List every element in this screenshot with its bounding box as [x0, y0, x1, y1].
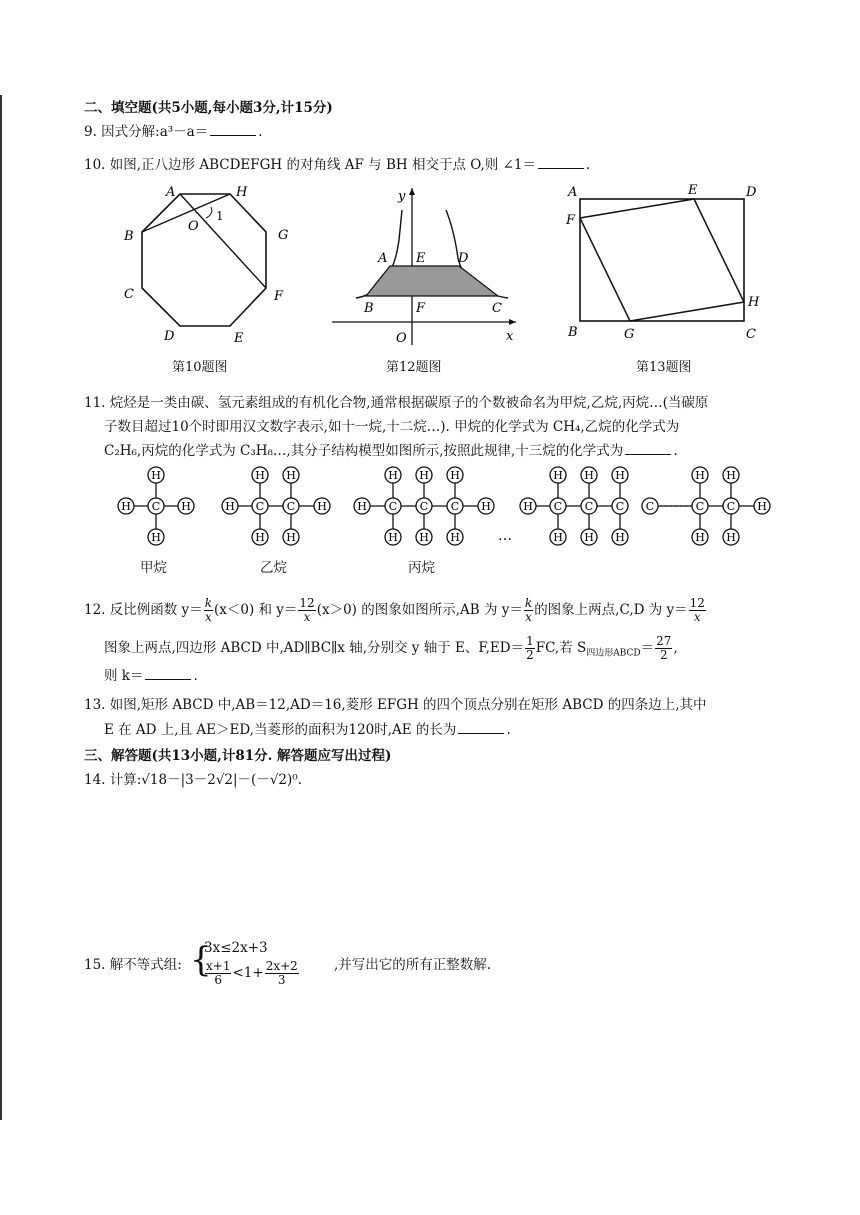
svg-text:C: C: [450, 500, 460, 513]
q12-line2-text-c: ＝: [640, 640, 655, 656]
hydrogen-atom: [692, 467, 708, 483]
hydrogen-atom: [283, 529, 299, 545]
figure-10-octagon: [118, 180, 308, 350]
hydrogen-atom: [478, 498, 494, 514]
fraction-x1-over-6: [205, 960, 231, 987]
figure-12-hyperbola: [326, 180, 526, 350]
q11-line-3-text: C₂H₆,丙烷的化学式为 C₃H₈…,其分子结构模型如图所示,按照此规律,十三烷的化学式为: [104, 443, 624, 459]
fraction-2x2-over-3: [265, 960, 299, 987]
q13-line-1: 13. 如图,矩形 ABCD 中,AB＝12,AD＝16,菱形 EFGH 的四个顶点分别在矩形 ABCD 的四条边上,其中: [84, 697, 707, 713]
carbon-atom: [385, 498, 401, 514]
svg-text:H: H: [181, 500, 191, 513]
frac-num: 2x+2: [265, 959, 298, 973]
carbon-atom: [550, 498, 566, 514]
hydrogen-atom: [550, 529, 566, 545]
svg-text:H: H: [317, 500, 327, 513]
frac-num: 12: [299, 596, 315, 610]
frac-num: x+1: [206, 959, 231, 973]
label-ethane: 乙烷: [260, 560, 287, 576]
hydrogen-atom: [723, 467, 739, 483]
frac-num: 27: [656, 634, 672, 648]
hydrogen-atom: [148, 529, 164, 545]
q13-line2-text: E 在 AD 上,且 AE＞ED,当菱形的面积为120时,AE 的长为: [104, 722, 457, 738]
hydrogen-atom: [754, 498, 770, 514]
q11-answer-blank[interactable]: [625, 441, 671, 455]
svg-text:H: H: [225, 500, 235, 513]
svg-text:H: H: [726, 469, 736, 482]
hydrogen-atom: [581, 529, 597, 545]
frac-num: 1: [526, 634, 534, 648]
svg-text:H: H: [553, 469, 563, 482]
carbon-atom: [148, 498, 164, 514]
svg-text:H: H: [615, 531, 625, 544]
svg-text:C: C: [151, 500, 161, 513]
fig12-label-F: F: [416, 301, 426, 316]
fig10-label-H: H: [236, 185, 248, 200]
page-border-line: [0, 95, 2, 1120]
question-14: 14. 计算:√18－|3－2√2|－(－√2)⁰.: [84, 772, 302, 788]
carbon-atom: [642, 498, 658, 514]
svg-text:C: C: [584, 500, 594, 513]
hydrogen-atom: [416, 467, 432, 483]
caption-figure-12: 第12题图: [386, 360, 442, 375]
question-10: 10. 如图,正八边形 ABCDEFGH 的对角线 AF 与 BH 相交于点 O,则 ∠1＝ .: [84, 157, 591, 173]
q15-post-text: ,并写出它的所有正整数解.: [334, 957, 492, 973]
svg-text:C: C: [645, 500, 655, 513]
fig10-label-D: D: [164, 329, 175, 344]
frac-num: 12: [689, 596, 705, 610]
question-15-label: 15. 解不等式组:: [84, 957, 182, 973]
fig13-label-C: C: [746, 327, 756, 342]
hydrogen-atom: [723, 529, 739, 545]
q12-line2-text-a: 图象上两点,四边形 ABCD 中,AD∥BC∥x 轴,分别交 y 轴于 E、F,ED＝: [104, 640, 525, 656]
carbon-atom: [692, 498, 708, 514]
svg-text:C: C: [726, 500, 736, 513]
q12-text-c: (x＞0) 的图象如图所示,AB 为 y＝: [316, 602, 523, 618]
hydrogen-atom: [447, 529, 463, 545]
caption-figure-13: 第13题图: [636, 360, 692, 375]
svg-text:H: H: [255, 531, 265, 544]
molecule-models: [0, 460, 860, 555]
q12-subscript: 四边形ABCD: [586, 648, 641, 659]
hydrogen-atom: [447, 467, 463, 483]
svg-text:C: C: [255, 500, 265, 513]
hydrogen-atom: [252, 529, 268, 545]
fig12-label-x: x: [506, 329, 514, 344]
fig10-label-O: O: [188, 219, 199, 234]
hydrogen-atom: [692, 529, 708, 545]
q9-answer-blank[interactable]: [210, 122, 256, 136]
frac-den: 6: [214, 973, 223, 987]
fraction-1-over-2: [525, 635, 535, 662]
question-13-line-2: E 在 AD 上,且 AE＞ED,当菱形的面积为120时,AE 的长为 .: [104, 722, 511, 738]
fig12-label-D: D: [458, 251, 469, 266]
svg-text:H: H: [695, 469, 705, 482]
svg-text:H: H: [151, 531, 161, 544]
svg-text:C: C: [553, 500, 563, 513]
svg-text:C: C: [286, 500, 296, 513]
frac-den: x: [303, 610, 311, 624]
fig12-label-B: B: [364, 301, 374, 316]
q12-line3-text: 则 k＝: [104, 668, 144, 684]
svg-text:H: H: [523, 500, 533, 513]
fig10-label-1: 1: [216, 209, 224, 223]
carbon-atom: [612, 498, 628, 514]
question-12-line-2: 图象上两点,四边形 ABCD 中,AD∥BC∥x 轴,分别交 y 轴于 E、F,ED＝ $\frac{1}{2}$ FC,若 $S_{四边形ABCD}=$ $\frac{27}{2}$ ,: [104, 634, 678, 662]
frac-den: x: [525, 610, 532, 624]
q12-text-d: 的图象上两点,C,D 为 y＝: [534, 602, 688, 618]
fig10-label-G: G: [278, 228, 289, 243]
fig13-label-A: A: [568, 185, 578, 200]
fig12-label-O: O: [396, 331, 407, 346]
fig12-label-A: A: [378, 251, 388, 266]
hydrogen-atom: [178, 498, 194, 514]
q12-line2-text-b: FC,若 S: [535, 640, 587, 656]
question-12-line-3: 则 k＝ .: [104, 668, 198, 684]
fig12-label-E: E: [416, 251, 426, 266]
carbon-atom: [723, 498, 739, 514]
svg-text:H: H: [450, 531, 460, 544]
q15-inequality-2: [204, 960, 300, 987]
hydrogen-atom: [148, 467, 164, 483]
svg-text:H: H: [726, 531, 736, 544]
label-propane: 丙烷: [408, 560, 435, 576]
label-methane: 甲烷: [140, 560, 167, 576]
figure-13-rectangle-rhombus: [562, 180, 772, 350]
fig10-label-C: C: [124, 287, 134, 302]
fig10-label-B: B: [124, 229, 134, 244]
hydrogen-atom: [581, 467, 597, 483]
carbon-atom: [447, 498, 463, 514]
hydrogen-atom: [385, 529, 401, 545]
svg-text:H: H: [450, 469, 460, 482]
frac-den: 2: [659, 648, 668, 662]
svg-text:H: H: [357, 500, 367, 513]
svg-text:H: H: [151, 469, 161, 482]
svg-text:H: H: [419, 531, 429, 544]
fig13-label-B: B: [568, 325, 578, 340]
svg-text:C: C: [695, 500, 705, 513]
carbon-atom: [283, 498, 299, 514]
q12-text-a: 12. 反比例函数 y＝: [84, 602, 203, 618]
svg-text:C: C: [388, 500, 398, 513]
frac-den: 3: [277, 973, 286, 987]
fraction-27-over-2: [655, 635, 672, 662]
q10-answer-blank[interactable]: [538, 155, 584, 169]
q10-text: 10. 如图,正八边形 ABCDEFGH 的对角线 AF 与 BH 相交于点 O,则 ∠1＝: [84, 157, 537, 173]
carbon-atom: [416, 498, 432, 514]
hydrogen-atom: [612, 467, 628, 483]
fig13-label-D: D: [746, 185, 757, 200]
q15-mid: <1+: [232, 965, 264, 981]
fig10-label-F: F: [274, 289, 284, 304]
fig13-label-H: H: [748, 295, 760, 310]
hydrogen-atom: [612, 529, 628, 545]
q9-text: 9. 因式分解:a³－a＝: [84, 124, 209, 140]
q12-answer-blank[interactable]: [145, 666, 191, 680]
hydrogen-atom: [520, 498, 536, 514]
hydrogen-atom: [550, 467, 566, 483]
frac-den: x: [693, 610, 701, 624]
svg-text:H: H: [121, 500, 131, 513]
svg-text:H: H: [388, 469, 398, 482]
hydrogen-atom: [385, 467, 401, 483]
fraction-k-over-x: [204, 597, 213, 624]
hydrogen-atom: [416, 529, 432, 545]
hydrogen-atom: [314, 498, 330, 514]
hydrogen-atom: [252, 467, 268, 483]
frac-num: k: [204, 596, 212, 610]
hydrogen-atom: [118, 498, 134, 514]
q15-inequality-1: 3x≤2x+3: [204, 940, 268, 956]
fraction-12-over-x-2: [689, 597, 706, 624]
question-9: 9. 因式分解:a³－a＝ .: [84, 124, 263, 140]
ellipsis: …: [498, 528, 512, 544]
hydrogen-atom: [222, 498, 238, 514]
q11-line-2: 子数目超过10个时即用汉文数字表示,如十一烷,十二烷…). 甲烷的化学式为 CH₄,乙烷的化学式为: [104, 419, 680, 435]
fig12-label-C: C: [492, 301, 502, 316]
svg-text:H: H: [481, 500, 491, 513]
svg-text:H: H: [615, 469, 625, 482]
frac-num: k: [524, 596, 533, 610]
q12-text-b: (x＜0) 和 y＝: [213, 602, 298, 618]
svg-text:H: H: [286, 531, 296, 544]
q11-line-1: 11. 烷烃是一类由碳、氢元素组成的有机化合物,通常根据碳原子的个数被命名为甲烷,乙烷,丙烷…(当碳原: [84, 395, 709, 411]
section-2-heading: 二、填空题(共5小题,每小题3分,计15分): [84, 100, 333, 116]
fig13-label-G: G: [624, 327, 635, 342]
hydrogen-atom: [283, 467, 299, 483]
svg-text:H: H: [419, 469, 429, 482]
question-11-line-3: C₂H₆,丙烷的化学式为 C₃H₈…,其分子结构模型如图所示,按照此规律,十三烷的化学式为 .: [104, 443, 678, 459]
brace-icon: {: [190, 940, 212, 980]
fig13-label-F: F: [566, 213, 576, 228]
fig10-label-A: A: [166, 185, 176, 200]
svg-text:H: H: [584, 531, 594, 544]
carbon-atom: [252, 498, 268, 514]
svg-text:H: H: [286, 469, 296, 482]
fraction-12-over-x: [298, 597, 315, 624]
frac-den: 2: [526, 648, 534, 662]
frac-den: x: [204, 610, 212, 624]
fraction-k-over-x-2: [524, 597, 533, 624]
fig12-label-y: y: [398, 189, 406, 204]
fig10-label-E: E: [234, 331, 244, 346]
svg-text:H: H: [553, 531, 563, 544]
section-3-heading: 三、解答题(共13小题,计81分. 解答题应写出过程): [84, 748, 392, 764]
svg-text:H: H: [388, 531, 398, 544]
fig13-label-E: E: [688, 183, 698, 198]
svg-text:C: C: [419, 500, 429, 513]
svg-text:H: H: [757, 500, 767, 513]
carbon-atom: [581, 498, 597, 514]
question-12-line-1: [84, 596, 707, 624]
svg-text:H: H: [255, 469, 265, 482]
svg-text:H: H: [584, 469, 594, 482]
caption-figure-10: 第10题图: [172, 360, 228, 375]
q13-answer-blank[interactable]: [458, 720, 504, 734]
svg-text:H: H: [695, 531, 705, 544]
svg-text:C: C: [615, 500, 625, 513]
hydrogen-atom: [354, 498, 370, 514]
